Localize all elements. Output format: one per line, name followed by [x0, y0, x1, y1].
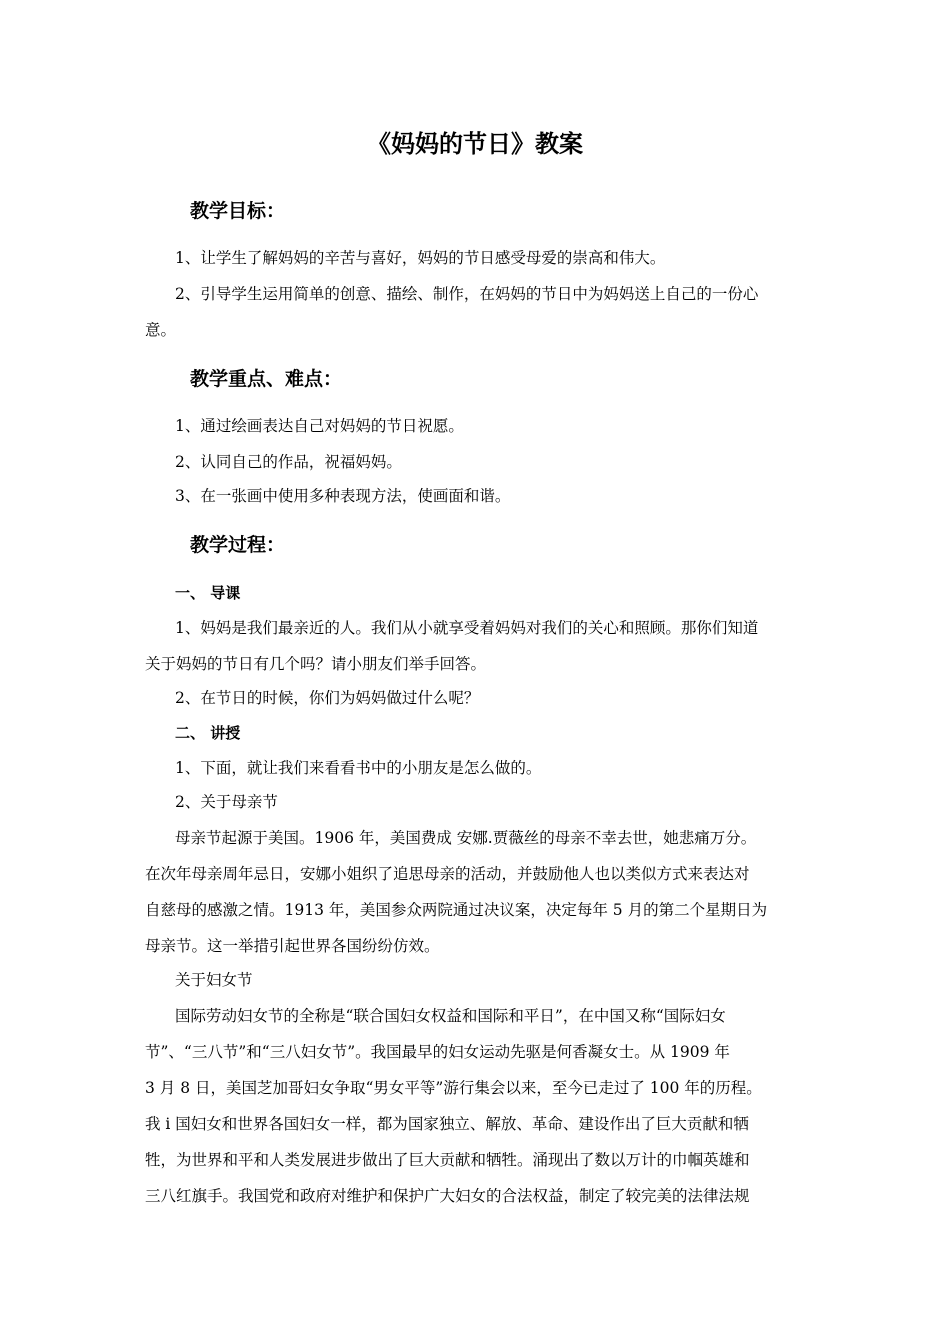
part1-line-2: 关于妈妈的节日有几个吗？请小朋友们举手回答。: [145, 655, 487, 673]
keypoint-item-2: 2、认同自己的作品，祝福妈妈。: [175, 453, 402, 471]
part1-line-1: 1、妈妈是我们最亲近的人。我们从小就享受着妈妈对我们的关心和照顾。那你们知道: [175, 619, 759, 637]
part2-line-13: 三八红旗手。我国党和政府对维护和保护广大妇女的合法权益，制定了较完美的法律法规: [145, 1187, 750, 1205]
part2-line-8: 国际劳动妇女节的全称是“联合国妇女权益和国际和平日”，在中国又称“国际妇女: [175, 1007, 726, 1025]
part2-line-6: 母亲节。这一举措引起世界各国纷纷仿效。: [145, 937, 440, 955]
part2-line-9: 节”、“三八节”和“三八妇女节”。我国最早的妇女运动先驱是何香凝女士。从 1909 年: [145, 1043, 730, 1061]
keypoint-item-3: 3、在一张画中使用多种表现方法，使画面和谐。: [175, 487, 511, 505]
part2-line-1: 1、下面，就让我们来看看书中的小朋友是怎么做的。: [175, 759, 542, 777]
part2-line-2: 2、关于母亲节: [175, 793, 278, 811]
part2-line-10: 3 月 8 日，美国芝加哥妇女争取“男女平等”游行集会以来，至今已走过了 100 年的历程。: [145, 1079, 762, 1097]
part2-line-7: 关于妇女节: [175, 971, 253, 989]
heading-process: 教学过程：: [190, 534, 286, 556]
part1-line-3: 2、在节日的时候，你们为妈妈做过什么呢？: [175, 689, 480, 707]
goal-item-1: 1、让学生了解妈妈的辛苦与喜好，妈妈的节日感受母爱的崇高和伟大。: [175, 249, 666, 267]
part2-line-5: 自慈母的感激之情。1913 年，美国参众两院通过决议案，决定每年 5 月的第二个星期日为: [145, 901, 768, 919]
heading-keypoints: 教学重点、难点：: [190, 368, 343, 390]
goal-item-2-cont: 意。: [145, 321, 177, 339]
keypoint-item-1: 1、通过绘画表达自己对妈妈的节日祝愿。: [175, 417, 464, 435]
heading-goals: 教学目标：: [190, 200, 286, 222]
part2-line-3: 母亲节起源于美国。1906 年，美国费成 安娜.贾薇丝的母亲不幸去世，她悲痛万分。: [175, 829, 757, 847]
part2-line-12: 牲，为世界和平和人类发展进步做出了巨大贡献和牺牲。涌现出了数以万计的巾帼英雄和: [145, 1151, 750, 1169]
part2-label: 二、 讲授: [175, 724, 241, 742]
part1-label: 一、 导课: [175, 584, 241, 602]
goal-item-2: 2、引导学生运用简单的创意、描绘、制作，在妈妈的节日中为妈妈送上自己的一份心: [175, 285, 759, 303]
part2-line-4: 在次年母亲周年忌日，安娜小姐织了追思母亲的活动，并鼓励他人也以类似方式来表达对: [145, 865, 750, 883]
page-title: 《妈妈的节日》教案: [367, 130, 583, 158]
part2-line-11: 我 i 国妇女和世界各国妇女一样，都为国家独立、解放、革命、建设作出了巨大贡献和牺: [145, 1115, 749, 1133]
